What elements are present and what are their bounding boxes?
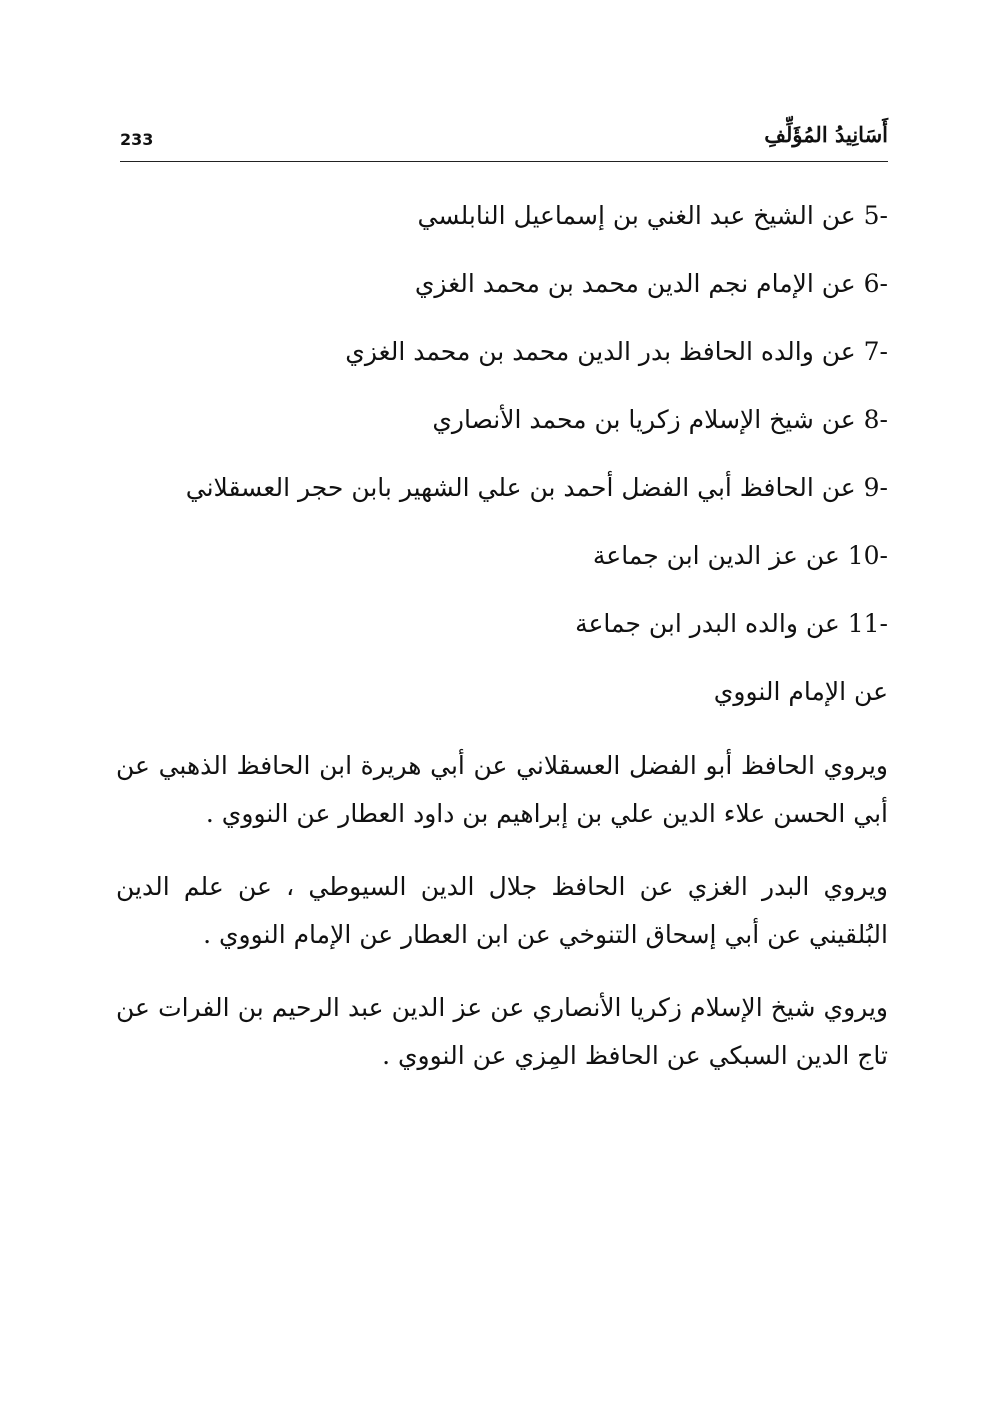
page-number: 233 (120, 130, 154, 149)
paragraph-zakariya-chain: ويروي شيخ الإسلام زكريا الأنصاري عن عز الدين عبد الرحيم بن الفرات عن تاج الدين السبكي عن الحافظ المِزي عن النووي . (116, 993, 888, 1070)
chain-line-5: -5 عن الشيخ عبد الغني بن إسماعيل النابلسي (417, 201, 888, 230)
chain-line-10: -10 عن عز الدين ابن جماعة (592, 541, 888, 570)
chain-line-9: -9 عن الحافظ أبي الفضل أحمد بن علي الشهير بابن حجر العسقلاني (185, 473, 888, 502)
chain-line-6: -6 عن الإمام نجم الدين محمد بن محمد الغزي (414, 269, 888, 298)
paragraph-asqalani-chain: ويروي الحافظ أبو الفضل العسقلاني عن أبي هريرة ابن الحافظ الذهبي عن أبي الحسن علاء الدين علي بن إبراهيم بن داود العطار عن النووي . (116, 751, 888, 828)
chain-line-11: -11 عن والده البدر ابن جماعة (575, 609, 888, 638)
chain-line-7: -7 عن والده الحافظ بدر الدين محمد بن محمد الغزي (345, 337, 888, 366)
running-title: أَسَانِيدُ المُؤَلِّفِ (764, 122, 888, 147)
chain-line-final: عن الإمام النووي (713, 677, 888, 706)
page-body (116, 186, 888, 1105)
chain-line-8: -8 عن شيخ الإسلام زكريا بن محمد الأنصاري (432, 405, 888, 434)
paragraph-badr-ghazzi-chain: ويروي البدر الغزي عن الحافظ جلال الدين السيوطي ، عن علم الدين البُلقيني عن أبي إسحاق التنوخي عن ابن العطار عن الإمام النووي . (116, 872, 888, 949)
page-header (120, 118, 888, 162)
